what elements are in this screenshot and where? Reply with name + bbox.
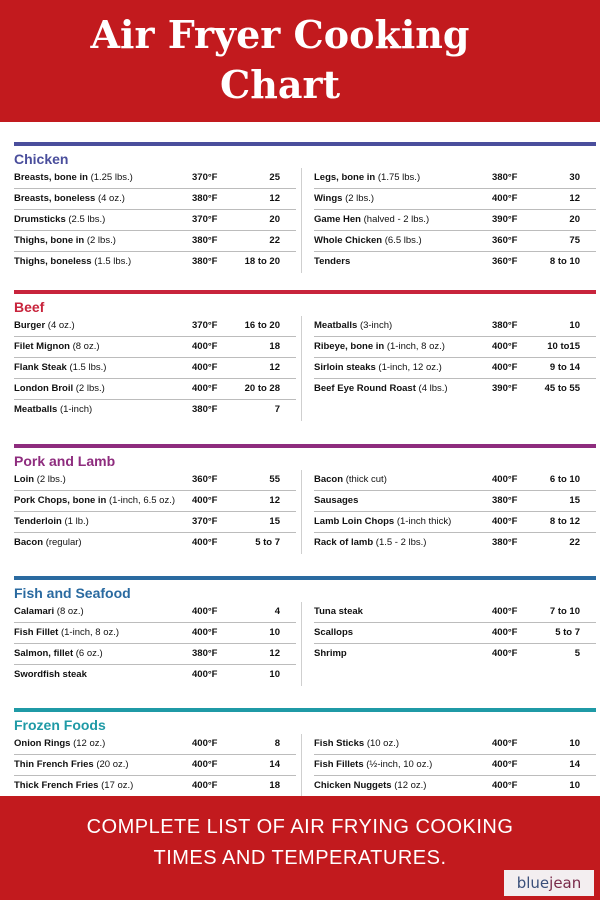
time-cell: 12 — [269, 648, 280, 659]
food-name: Meatballs — [14, 404, 58, 415]
footer-banner — [0, 796, 600, 900]
time-cell: 30 — [569, 172, 580, 183]
section-title: Frozen Foods — [14, 717, 106, 733]
food-amount: (10 oz.) — [366, 738, 400, 749]
table-row — [314, 379, 596, 399]
temperature-cell: 370°F — [192, 172, 218, 183]
table-row — [14, 470, 296, 491]
food-name: Loin — [14, 474, 35, 485]
temperature-cell: 380°F — [492, 172, 518, 183]
food-name: London Broil — [14, 383, 74, 394]
temperature-cell: 400°F — [192, 759, 218, 770]
food-amount: (2 lbs.) — [75, 383, 105, 394]
column-right — [314, 168, 596, 272]
food-name: Thighs, bone in — [14, 235, 85, 246]
time-cell: 10 — [269, 669, 280, 680]
column-left — [14, 470, 296, 553]
temperature-cell: 360°F — [492, 235, 518, 246]
food-cell — [314, 337, 445, 357]
table-row — [14, 210, 296, 231]
section-columns — [14, 168, 596, 308]
food-amount: (2 lbs.) — [36, 474, 66, 485]
section-chicken — [14, 142, 596, 308]
table-row — [314, 337, 596, 358]
temperature-cell: 400°F — [192, 341, 218, 352]
logo-blue: blue — [516, 874, 550, 892]
temperature-cell: 360°F — [192, 474, 218, 485]
table-row — [314, 252, 596, 272]
time-cell: 7 — [274, 404, 280, 415]
food-amount: (1.75 lbs.) — [377, 172, 421, 183]
food-name: Beef Eye Round Roast — [314, 383, 416, 394]
temperature-cell: 400°F — [192, 606, 218, 617]
table-row — [314, 358, 596, 379]
section-title: Fish and Seafood — [14, 585, 131, 601]
table-row — [14, 316, 296, 337]
food-cell — [314, 252, 350, 272]
food-cell — [314, 776, 426, 796]
food-name: Thick French Fries — [14, 780, 99, 791]
temperature-cell: 400°F — [192, 362, 218, 373]
time-cell: 4 — [274, 606, 280, 617]
temperature-cell: 400°F — [192, 627, 218, 638]
time-cell: 16 to 20 — [244, 320, 280, 331]
food-name: Scallops — [314, 627, 354, 638]
food-cell — [314, 358, 442, 378]
table-row — [314, 533, 596, 553]
food-cell — [314, 316, 392, 336]
time-cell: 7 to 10 — [549, 606, 580, 617]
temperature-cell: 400°F — [492, 193, 518, 204]
time-cell: 5 — [574, 648, 580, 659]
table-row — [314, 231, 596, 252]
food-cell — [314, 491, 358, 511]
food-cell — [14, 358, 106, 378]
section-columns — [14, 316, 596, 456]
column-right — [314, 734, 596, 796]
chart-card — [0, 122, 600, 802]
food-cell — [14, 755, 129, 775]
food-amount: (1-inch thick) — [396, 516, 452, 527]
food-amount: (4 oz.) — [97, 193, 125, 204]
food-name: Rack of lamb — [314, 537, 374, 548]
time-cell: 6 to 10 — [549, 474, 580, 485]
table-row — [14, 623, 296, 644]
column-divider — [301, 470, 302, 554]
temperature-cell: 400°F — [192, 738, 218, 749]
food-name: Tenders — [314, 256, 351, 267]
temperature-cell: 380°F — [492, 537, 518, 548]
food-amount: (1-inch, 8 oz.) — [386, 341, 445, 352]
time-cell: 45 to 55 — [544, 383, 580, 394]
food-cell — [14, 734, 105, 754]
temperature-cell: 400°F — [192, 669, 218, 680]
food-name: Fish Fillet — [14, 627, 59, 638]
food-amount: (12 oz.) — [394, 780, 427, 791]
food-cell — [14, 491, 175, 511]
food-name: Swordfish steak — [14, 669, 87, 680]
time-cell: 25 — [269, 172, 280, 183]
temperature-cell: 370°F — [192, 320, 218, 331]
food-name: Meatballs — [314, 320, 358, 331]
food-name: Whole Chicken — [314, 235, 383, 246]
time-cell: 8 to 10 — [549, 256, 580, 267]
temperature-cell: 370°F — [192, 214, 218, 225]
food-name: Breasts, boneless — [14, 193, 96, 204]
page-title — [40, 10, 520, 110]
food-cell — [314, 602, 363, 622]
table-row — [14, 252, 296, 272]
logo-jean: jean — [549, 874, 582, 892]
section-color-bar — [14, 576, 596, 580]
time-cell: 9 to 14 — [549, 362, 580, 373]
food-name: Pork Chops, bone in — [14, 495, 107, 506]
food-cell — [314, 379, 448, 399]
column-left — [14, 734, 296, 796]
temperature-cell: 400°F — [192, 780, 218, 791]
temperature-cell: 400°F — [492, 648, 518, 659]
food-amount: (1-inch, 8 oz.) — [60, 627, 120, 638]
table-row — [14, 602, 296, 623]
food-name: Breasts, bone in — [14, 172, 88, 183]
food-name: Shrimp — [314, 648, 347, 659]
temperature-cell: 400°F — [492, 474, 518, 485]
food-amount: (20 oz.) — [96, 759, 129, 770]
table-row — [314, 776, 596, 796]
temperature-cell: 400°F — [492, 780, 518, 791]
temperature-cell: 400°F — [192, 383, 218, 394]
food-cell — [14, 533, 82, 553]
food-amount: (2 lbs.) — [86, 235, 116, 246]
food-amount: (thick cut) — [345, 474, 387, 485]
food-cell — [314, 644, 347, 664]
temperature-cell: 390°F — [492, 214, 518, 225]
food-amount: (8 oz.) — [56, 606, 84, 617]
time-cell: 20 — [569, 214, 580, 225]
food-amount: (1 lb.) — [64, 516, 89, 527]
table-row — [14, 533, 296, 553]
section-frozen-foods — [14, 708, 596, 802]
food-name: Chicken Nuggets — [314, 780, 392, 791]
time-cell: 10 — [569, 320, 580, 331]
food-cell — [314, 512, 451, 532]
time-cell: 12 — [269, 362, 280, 373]
table-row — [314, 470, 596, 491]
food-cell — [14, 623, 119, 643]
food-name: Flank Steak — [14, 362, 67, 373]
table-row — [14, 665, 296, 685]
food-cell — [314, 533, 426, 553]
time-cell: 10 — [569, 738, 580, 749]
food-name: Bacon — [14, 537, 44, 548]
time-cell: 10 — [569, 780, 580, 791]
temperature-cell: 400°F — [492, 516, 518, 527]
table-row — [14, 644, 296, 665]
temperature-cell: 370°F — [192, 516, 218, 527]
food-cell — [314, 734, 399, 754]
table-row — [314, 734, 596, 755]
temperature-cell: 400°F — [492, 627, 518, 638]
food-amount: (1.5 lbs.) — [94, 256, 132, 267]
time-cell: 22 — [269, 235, 280, 246]
section-color-bar — [14, 290, 596, 294]
time-cell: 12 — [269, 193, 280, 204]
temperature-cell: 400°F — [492, 606, 518, 617]
food-name: Game Hen — [314, 214, 361, 225]
food-cell — [14, 644, 103, 664]
time-cell: 22 — [569, 537, 580, 548]
table-row — [14, 776, 296, 796]
table-row — [14, 231, 296, 252]
footer-text — [20, 812, 580, 874]
food-cell — [14, 210, 105, 230]
column-left — [14, 316, 296, 420]
food-cell — [314, 210, 429, 230]
temperature-cell: 400°F — [492, 362, 518, 373]
food-name: Filet Mignon — [14, 341, 70, 352]
temperature-cell: 400°F — [192, 495, 218, 506]
time-cell: 15 — [569, 495, 580, 506]
food-name: Thighs, boneless — [14, 256, 92, 267]
food-cell — [14, 252, 131, 272]
table-row — [14, 400, 296, 420]
food-amount: (½-inch, 10 oz.) — [366, 759, 433, 770]
food-name: Wings — [314, 193, 343, 204]
table-row — [14, 189, 296, 210]
food-amount: (2 lbs.) — [345, 193, 375, 204]
table-row — [314, 210, 596, 231]
food-amount: (6 oz.) — [75, 648, 103, 659]
food-cell — [314, 470, 387, 490]
food-name: Onion Rings — [14, 738, 71, 749]
bluejean-chef-logo — [504, 870, 594, 896]
food-amount: (1-inch, 12 oz.) — [378, 362, 442, 373]
temperature-cell: 380°F — [192, 235, 218, 246]
food-cell — [14, 400, 92, 420]
food-name: Fish Fillets — [314, 759, 364, 770]
food-amount: (regular) — [45, 537, 82, 548]
temperature-cell: 360°F — [492, 256, 518, 267]
food-amount: (1.5 - 2 lbs.) — [375, 537, 427, 548]
column-left — [14, 168, 296, 272]
food-name: Calamari — [14, 606, 55, 617]
food-name: Lamb Loin Chops — [314, 516, 395, 527]
footer-line-1: COMPLETE LIST OF AIR FRYING COOKING — [86, 816, 514, 838]
food-cell — [314, 623, 353, 643]
time-cell: 12 — [269, 495, 280, 506]
food-name: Salmon, fillet — [14, 648, 74, 659]
food-cell — [14, 316, 75, 336]
food-name: Sausages — [314, 495, 359, 506]
temperature-cell: 400°F — [492, 759, 518, 770]
section-title: Pork and Lamb — [14, 453, 116, 469]
time-cell: 10 to15 — [547, 341, 580, 352]
temperature-cell: 380°F — [492, 495, 518, 506]
food-cell — [314, 755, 432, 775]
time-cell: 12 — [569, 193, 580, 204]
column-divider — [301, 316, 302, 421]
time-cell: 5 to 7 — [555, 627, 580, 638]
food-name: Tuna steak — [314, 606, 363, 617]
table-row — [14, 491, 296, 512]
temperature-cell: 380°F — [192, 256, 218, 267]
food-cell — [14, 512, 89, 532]
food-cell — [314, 189, 374, 209]
food-cell — [314, 231, 422, 251]
header-banner — [0, 0, 600, 122]
temperature-cell: 400°F — [492, 738, 518, 749]
column-divider — [301, 734, 302, 797]
table-row — [14, 337, 296, 358]
food-name: Tenderloin — [14, 516, 62, 527]
column-divider — [301, 602, 302, 686]
column-right — [314, 470, 596, 553]
time-cell: 18 — [269, 341, 280, 352]
food-name: Thin French Fries — [14, 759, 94, 770]
food-amount: (halved - 2 lbs.) — [363, 214, 430, 225]
food-amount: (1-inch, 6.5 oz.) — [109, 495, 176, 506]
food-amount: (4 oz.) — [47, 320, 75, 331]
table-row — [14, 512, 296, 533]
column-right — [314, 316, 596, 399]
food-name: Fish Sticks — [314, 738, 365, 749]
time-cell: 18 to 20 — [244, 256, 280, 267]
temperature-cell: 380°F — [192, 193, 218, 204]
temperature-cell: 380°F — [192, 648, 218, 659]
section-title: Beef — [14, 299, 45, 315]
food-cell — [14, 379, 105, 399]
time-cell: 8 — [274, 738, 280, 749]
column-left — [14, 602, 296, 685]
food-amount: (12 oz.) — [73, 738, 106, 749]
table-row — [314, 491, 596, 512]
time-cell: 5 to 7 — [255, 537, 280, 548]
food-name: Burger — [14, 320, 46, 331]
section-title: Chicken — [14, 151, 69, 167]
table-row — [14, 734, 296, 755]
food-cell — [14, 337, 100, 357]
table-row — [314, 316, 596, 337]
food-amount: (1.25 lbs.) — [90, 172, 133, 183]
table-row — [14, 358, 296, 379]
section-columns — [14, 734, 596, 802]
table-row — [14, 168, 296, 189]
time-cell: 75 — [569, 235, 580, 246]
time-cell: 8 to 12 — [549, 516, 580, 527]
table-row — [314, 512, 596, 533]
time-cell: 18 — [269, 780, 280, 791]
temperature-cell: 390°F — [492, 383, 518, 394]
column-right — [314, 602, 596, 664]
temperature-cell: 380°F — [192, 404, 218, 415]
table-row — [14, 755, 296, 776]
table-row — [14, 379, 296, 400]
section-color-bar — [14, 708, 596, 712]
time-cell: 14 — [569, 759, 580, 770]
time-cell: 55 — [269, 474, 280, 485]
time-cell: 15 — [269, 516, 280, 527]
table-row — [314, 602, 596, 623]
title-line-2: Chart — [219, 62, 341, 107]
time-cell: 20 — [269, 214, 280, 225]
food-name: Sirloin steaks — [314, 362, 376, 373]
temperature-cell: 400°F — [192, 537, 218, 548]
temperature-cell: 380°F — [492, 320, 518, 331]
food-cell — [314, 168, 420, 188]
time-cell: 20 to 28 — [244, 383, 280, 394]
food-name: Ribeye, bone in — [314, 341, 385, 352]
table-row — [314, 189, 596, 210]
food-amount: (2.5 lbs.) — [68, 214, 106, 225]
food-cell — [14, 665, 87, 685]
food-cell — [14, 602, 84, 622]
table-row — [314, 755, 596, 776]
temperature-cell: 400°F — [492, 341, 518, 352]
title-line-1: Air Fryer Cooking — [90, 12, 470, 57]
column-divider — [301, 168, 302, 273]
food-amount: (1.5 lbs.) — [69, 362, 107, 373]
time-cell: 10 — [269, 627, 280, 638]
food-name: Bacon — [314, 474, 344, 485]
food-cell — [14, 231, 116, 251]
section-color-bar — [14, 444, 596, 448]
food-cell — [14, 168, 133, 188]
food-amount: (4 lbs.) — [418, 383, 448, 394]
food-cell — [14, 470, 66, 490]
food-amount: (17 oz.) — [101, 780, 134, 791]
time-cell: 14 — [269, 759, 280, 770]
food-name: Drumsticks — [14, 214, 66, 225]
food-amount: (3-inch) — [359, 320, 393, 331]
table-row — [314, 644, 596, 664]
table-row — [314, 623, 596, 644]
food-amount: (8 oz.) — [72, 341, 100, 352]
food-amount: (6.5 lbs.) — [384, 235, 422, 246]
food-amount: (1-inch) — [59, 404, 93, 415]
footer-line-2: TIMES AND TEMPERATURES. — [153, 847, 447, 869]
food-cell — [14, 189, 125, 209]
section-color-bar — [14, 142, 596, 146]
food-cell — [14, 776, 133, 796]
section-beef — [14, 290, 596, 456]
food-name: Legs, bone in — [314, 172, 376, 183]
table-row — [314, 168, 596, 189]
